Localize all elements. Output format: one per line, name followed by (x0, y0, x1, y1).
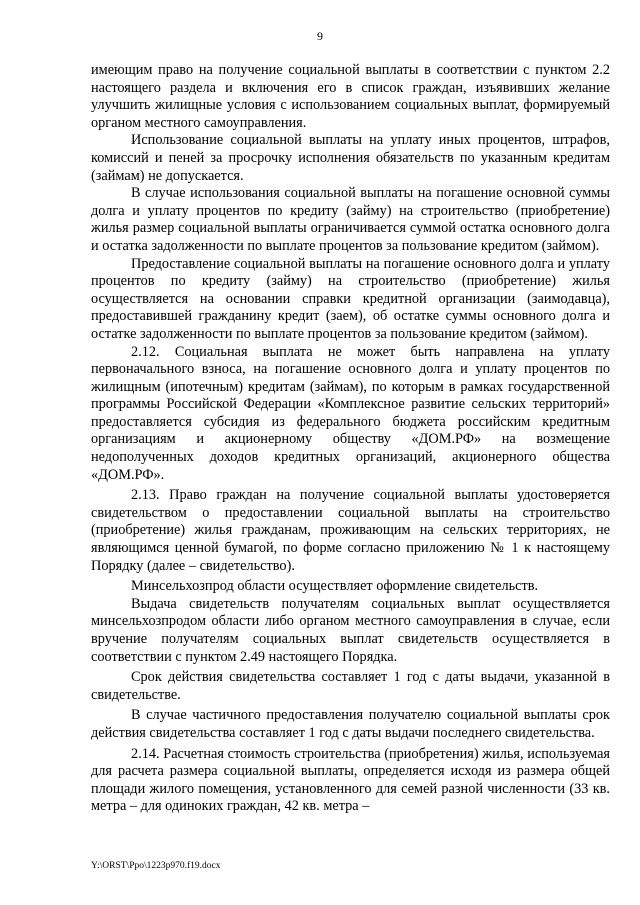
paragraph-certificate-issuance-ministry: Минсельхозпрод области осуществляет оформление свидетельств. (131, 578, 539, 595)
paragraph-continuation: имеющим право на получение социальной выплаты в соответствии с пунктом 2.2 настоящего раздела и включения его в список граждан, изъявивших желание улучшить жилищные условия с использованием социальных выплат, формируемый органом местного самоуправления. (91, 62, 610, 131)
paragraph-bank-certificate: Предоставление социальной выплаты на погашение основного долга и уплату процентов по кредиту (займу) на строительство (приобретение) жилья осуществляется на основании справки кредитной организации (заимодавца), предоставившей гражданину кредит (заем), об остатке суммы основного долга и остатке задолженности по выплате процентов за пользование кредитом (займом). (91, 255, 610, 342)
paragraph-certificate-validity: Срок действия свидетельства составляет 1 год с даты выдачи, указанной в свидетельстве. (91, 669, 610, 703)
paragraph-certificate-delivery: Выдача свидетельств получателям социальных выплат осуществляется минсельхозпродом области либо органом местного самоуправления в случае, если вручение получателям социальных выплат свидетельств осуществляется в соответствии с пунктом 2.49 настоящего Порядка. (91, 595, 610, 665)
paragraph-clause-2-14: 2.14. Расчетная стоимость строительства (приобретения) жилья, используемая для расчета размера социальной выплаты, определяется исходя из размера общей площади жилого помещения, установленного для семей разной численности (33 кв. метра – для одиноких граждан, 42 кв. метра – (91, 745, 610, 815)
paragraph-clause-2-12: 2.12. Социальная выплата не может быть направлена на уплату первоначального взноса, на погашение основного долга и уплату процентов по жилищным (ипотечным) кредитам (займам), по которым в рамках государственной программы Российской Федерации «Комплексное развитие сельских территорий» предоставляется субсидия из федерального бюджета российским кредитным организациям и акционерному обществу «ДОМ.РФ» на возмещение недополученных доходов кредитных организаций, акционерного общества «ДОМ.РФ». (91, 343, 610, 483)
paragraph-clause-2-13: 2.13. Право граждан на получение социальной выплаты удостоверяется свидетельством о предоставлении социальной выплаты на строительство (приобретение) жилья гражданам, проживающим на сельских территориях, не являющимся ценной бумагой, по форме согласно приложению № 1 к настоящему Порядку (далее – свидетельство). (91, 487, 610, 574)
document-body (91, 62, 610, 816)
paragraph-partial-payment-validity: В случае частичного предоставления получателю социальной выплаты срок действия свидетельства составляет 1 год с даты выдачи последнего свидетельства. (91, 707, 610, 741)
page-number: 9 (317, 29, 323, 43)
paragraph-other-interest-prohibited: Использование социальной выплаты на уплату иных процентов, штрафов, комиссий и пеней за просрочку исполнения обязательств по указанным кредитам (займам) не допускается. (91, 132, 610, 184)
footer-file-path: Y:\ORST\Ppo\1223p970.f19.docx (91, 861, 221, 871)
paragraph-debt-repayment-limit: В случае использования социальной выплаты на погашение основной суммы долга и уплату процентов по кредиту (займу) на строительство (приобретение) жилья размер социальной выплаты ограничивается суммой остатка основного долга и остатка задолженности по выплате процентов за пользование кредитом (займом). (91, 185, 610, 254)
